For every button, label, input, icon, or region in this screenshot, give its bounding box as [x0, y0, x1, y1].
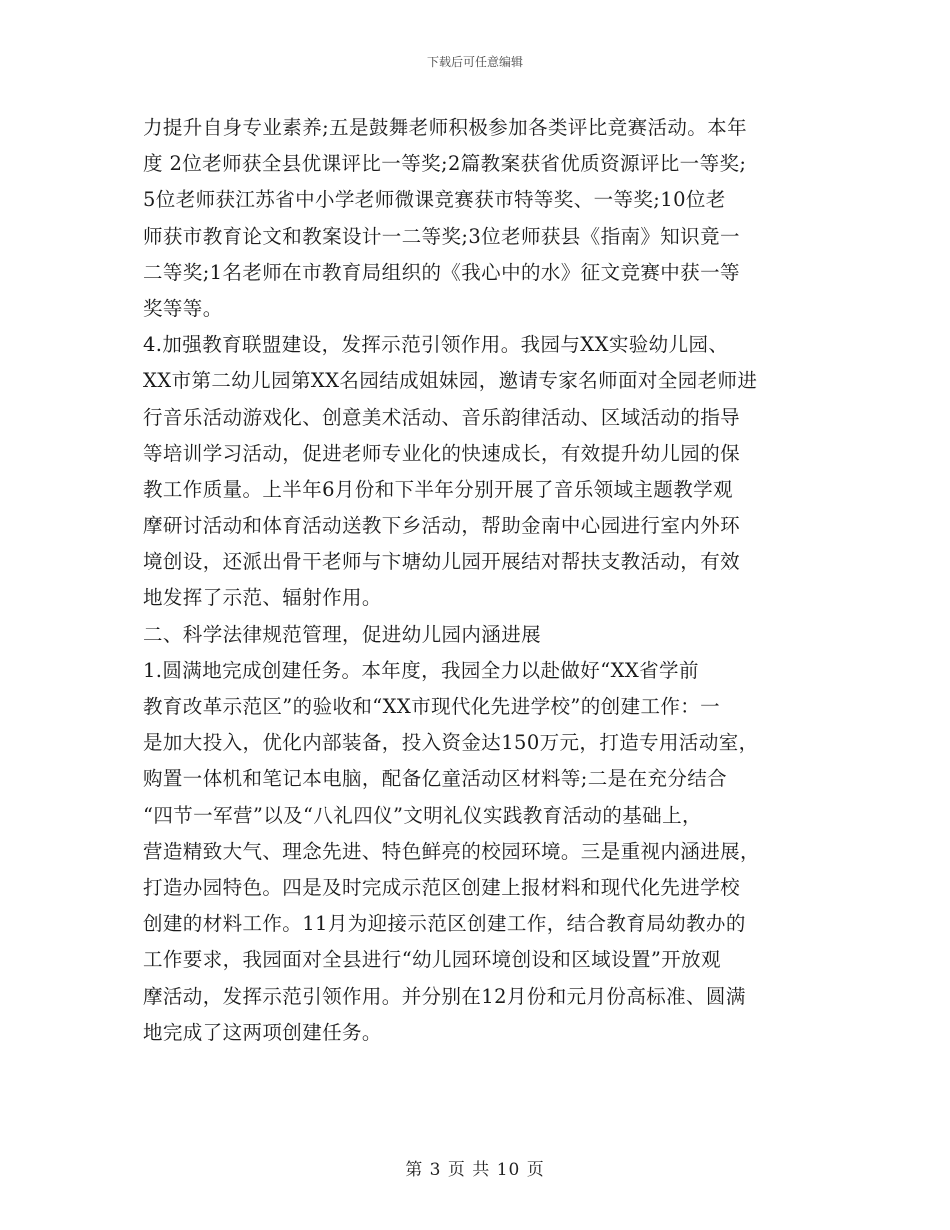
text-line: 教工作质量。上半年6月份和下半年分别开展了音乐领域主题教学观 — [143, 477, 733, 501]
text-line: 5位老师获江苏省中小学老师微课竞赛获市特等奖、一等奖;10位老 — [143, 188, 726, 212]
text-line: 地发挥了示范、辐射作用。 — [143, 586, 382, 610]
text-line: 工作要求，我园面对全县进行“幼儿园环境创设和区域设置”开放观 — [143, 948, 721, 972]
text-line: 打造办园特色。四是及时完成示范区创建上报材料和现代化先进学校 — [143, 875, 741, 899]
text-line: 地完成了这两项创建任务。 — [143, 1020, 382, 1044]
text-line: 行音乐活动游戏化、创意美术活动、音乐韵律活动、区域活动的指导 — [143, 405, 741, 429]
text-line: 摩活动，发挥示范引领作用。并分别在12月份和元月份高标准、圆满 — [143, 984, 746, 1008]
document-body — [143, 110, 823, 1051]
text-line: 师获市教育论文和教案设计一二等奖;3位老师获县《指南》知识竟一 — [143, 224, 740, 248]
text-line: 境创设，还派出骨干老师与卞塘幼儿园开展结对帮扶支教活动，有效 — [143, 550, 741, 574]
text-line: 摩研讨活动和体育活动送教下乡活动，帮助金南中心园进行室内外环 — [143, 514, 741, 538]
section-heading: 二、科学法律规范管理，促进幼儿园内涵进展 — [143, 622, 542, 646]
text-line: 教育改革示范区”的验收和“XX市现代化先进学校”的创建工作：一 — [143, 695, 721, 718]
text-line: 度 2位老师获全县优课评比一等奖;2篇教案获省优质资源评比一等奖; — [143, 152, 747, 176]
text-line: 奖等等。 — [143, 296, 223, 320]
text-line: 4.加强教育联盟建设，发挥示范引领作用。我园与XX实验幼儿园、 — [143, 333, 729, 357]
text-line: 等培训学习活动，促进老师专业化的快速成长，有效提升幼儿园的保 — [143, 441, 741, 465]
text-line: 购置一体机和笔记本电脑，配备亿童活动区材料等;二是在充分结合 — [143, 767, 728, 791]
page-header: 下载后可任意编辑 — [426, 55, 523, 69]
text-line: “四节一军营”以及“八礼四仪”文明礼仪实践教育活动的基础上， — [143, 803, 702, 827]
text-line: 营造精致大气、理念先进、特色鲜亮的校园环境。三是重视内涵进展， — [143, 839, 760, 863]
text-line: 二等奖;1名老师在市教育局组织的《我心中的水》征文竞赛中获一等 — [143, 260, 740, 284]
text-line: 力提升自身专业素养;五是鼓舞老师积极参加各类评比竞赛活动。本年 — [143, 116, 747, 139]
text-line: 1.圆满地完成创建任务。本年度，我园全力以赴做好“XX省学前 — [143, 658, 699, 682]
text-line: 创建的材料工作。11月为迎接示范区创建工作，结合教育局幼教办的 — [143, 912, 746, 936]
text-line: 是加大投入，优化内部装备，投入资金达150万元，打造专用活动室， — [143, 731, 759, 755]
page-number-footer: 第 3 页 共 10 页 — [405, 1160, 545, 1180]
text-line: XX市第二幼儿园第XX名园结成姐妹园，邀请专家名师面对全园老师进 — [143, 369, 758, 393]
